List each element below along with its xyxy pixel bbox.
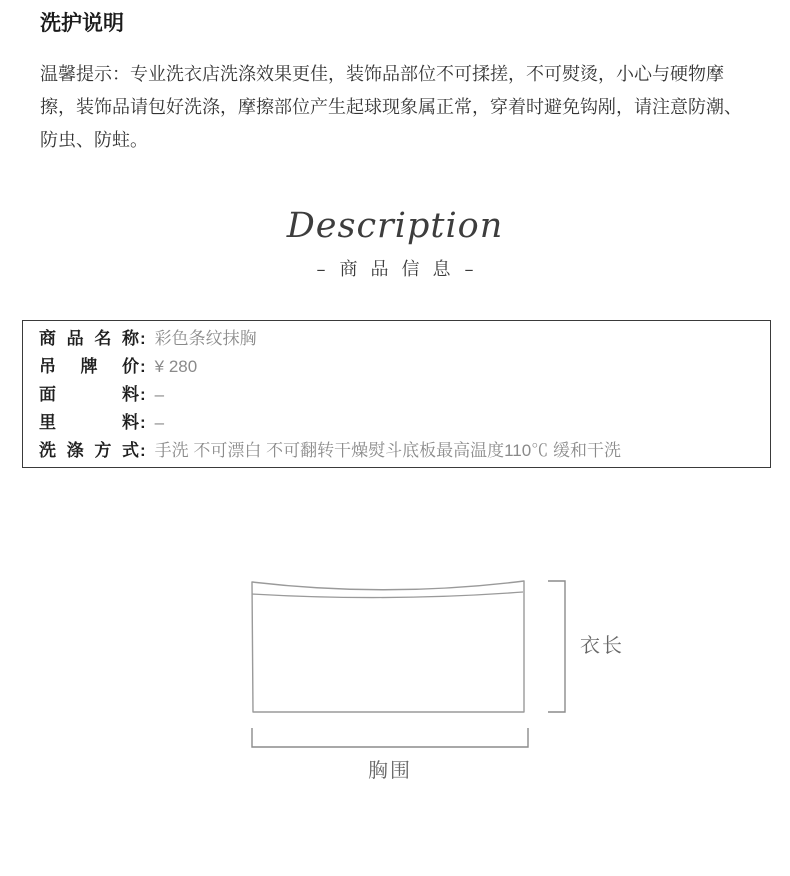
garment-outline [252, 581, 524, 712]
row-label: 面 料 [39, 385, 139, 404]
description-header [0, 203, 790, 282]
row-label: 洗 涤 方 式 [39, 441, 139, 460]
row-colon: : [140, 329, 146, 348]
row-value: 彩色条纹抹胸 [154, 329, 257, 348]
table-row-lining-fabric [39, 409, 754, 437]
row-value: ¥ 280 [154, 357, 198, 376]
row-value: – [154, 385, 165, 404]
care-title: 洗护说明 [40, 12, 124, 35]
bust-measure-bracket [252, 728, 528, 747]
garment-band-curve [252, 592, 523, 598]
row-colon: : [140, 441, 146, 460]
length-measure-bracket [548, 581, 565, 712]
row-label: 吊 牌 价 [39, 357, 139, 376]
description-script-title: Description [286, 206, 504, 246]
table-row-product-name [39, 325, 754, 353]
row-colon: : [140, 357, 146, 376]
size-diagram [0, 570, 790, 810]
row-colon: : [140, 385, 146, 404]
row-label: 里 料 [39, 413, 139, 432]
row-value: 手洗 不可漂白 不可翻转干燥熨斗底板最高温度110℃ 缓和干洗 [154, 441, 621, 460]
description-subtitle [0, 258, 790, 282]
bust-circumference-label: 胸围 [368, 760, 412, 782]
subtitle-text: 商品信息 [339, 259, 464, 280]
garment-length-label: 衣长 [580, 635, 624, 657]
care-instructions-section [0, 0, 790, 157]
table-row-wash-method [39, 437, 754, 465]
subtitle-left-dash: – [316, 259, 326, 280]
row-colon: : [140, 413, 146, 432]
product-info-table [22, 320, 771, 468]
row-value: – [154, 413, 165, 432]
row-label: 商 品 名 称 [39, 329, 139, 348]
table-row-tag-price [39, 353, 754, 381]
care-note-text: 温馨提示：专业洗衣店洗涤效果更佳，装饰品部位不可揉搓，不可熨烫，小心与硬物摩擦，装饰品请包好洗涤，摩擦部位产生起球现象属正常，穿着时避免钩剐，请注意防潮、防虫、防蛀。 [40, 64, 742, 150]
table-row-shell-fabric [39, 381, 754, 409]
subtitle-right-dash: – [464, 259, 474, 280]
